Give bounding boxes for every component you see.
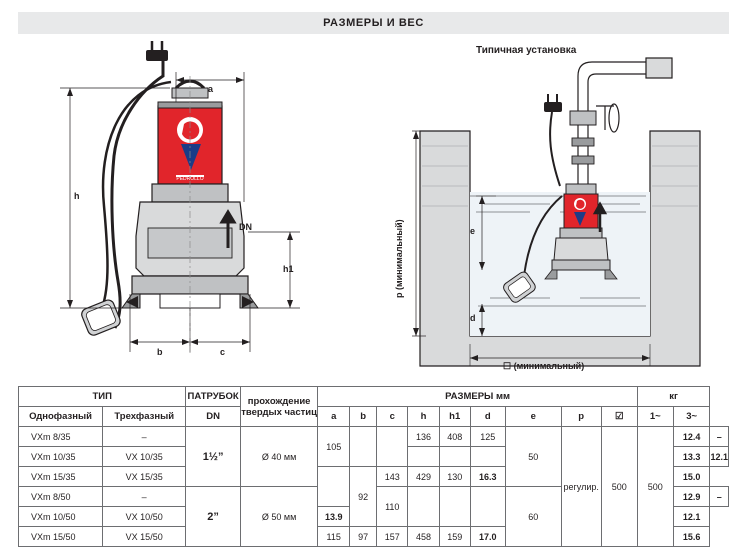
cell-w3: 15.6 xyxy=(673,527,710,547)
cell-a: 105 xyxy=(318,427,350,467)
th-col-d: d xyxy=(470,407,505,427)
cell-dn-35: 1½” xyxy=(186,427,240,487)
cell-h xyxy=(408,447,439,467)
dimension-label-h: h xyxy=(74,191,80,201)
cell-d-50: 60 xyxy=(505,487,561,547)
cell-c xyxy=(408,487,439,527)
cell-h xyxy=(439,487,470,527)
cell-c: 157 xyxy=(377,527,408,547)
th-col-c: c xyxy=(377,407,408,427)
table-header-row-1 xyxy=(19,387,729,407)
th-col-e: e xyxy=(505,407,561,427)
cell-w1: 12.4 xyxy=(673,427,710,447)
cell-w1: 13.3 xyxy=(673,447,710,467)
drawing-area xyxy=(0,36,747,381)
installation-drawing xyxy=(400,36,740,381)
cell-solids-50: Ø 50 мм xyxy=(240,487,318,547)
page-title: РАЗМЕРЫ И ВЕС xyxy=(323,17,424,29)
th-w3: 3~ xyxy=(673,407,710,427)
specs-table-wrap xyxy=(18,386,729,547)
cell-d-35: 50 xyxy=(505,427,561,487)
cell-w1: 16.3 xyxy=(470,467,505,487)
dimension-label-dn: DN xyxy=(239,222,252,232)
dimension-label-c: c xyxy=(220,347,226,357)
th-col-a: a xyxy=(318,407,350,427)
cell-three: – xyxy=(103,427,186,447)
dimension-label-square-min: ☐ (минимальный) xyxy=(503,361,585,371)
th-col-h1: h1 xyxy=(439,407,470,427)
th-type: ТИП xyxy=(19,387,186,407)
cell-d: 125 xyxy=(470,427,505,447)
cell-p: 500 xyxy=(601,427,637,547)
th-connection: ПАТРУБОК xyxy=(186,387,240,407)
cell-c xyxy=(377,427,408,467)
th-single-phase: Однофазный xyxy=(19,407,103,427)
installation-title: Типичная установка xyxy=(476,45,577,56)
cell-w3: – xyxy=(710,487,729,507)
cell-single: VXm 10/50 xyxy=(19,507,103,527)
cell-w3: – xyxy=(710,427,729,447)
pump-dimension-drawing xyxy=(0,36,360,381)
cell-single: VXm 8/35 xyxy=(19,427,103,447)
cell-h1: 408 xyxy=(439,427,470,447)
th-kg: кг xyxy=(637,387,710,407)
cell-w1: 17.0 xyxy=(470,527,505,547)
dimension-label-p: p (минимальный) xyxy=(394,219,404,298)
th-w1: 1~ xyxy=(637,407,673,427)
cell-three: – xyxy=(103,487,186,507)
dimension-label-d: d xyxy=(470,313,476,323)
cell-w3: 15.0 xyxy=(673,467,710,487)
cell-three: VX 10/50 xyxy=(103,507,186,527)
svg-text:PEDROLLO: PEDROLLO xyxy=(176,176,204,182)
cell-w1: 13.9 xyxy=(318,507,350,527)
table-header-row-2 xyxy=(19,407,729,427)
th-col-square: ☑ xyxy=(601,407,637,427)
cell-single: VXm 10/35 xyxy=(19,447,103,467)
cell-w3: 12.1 xyxy=(710,447,729,467)
cell-d xyxy=(470,447,505,467)
cell-b-mid: 92 xyxy=(350,467,377,527)
cell-solids-35: Ø 40 мм xyxy=(240,427,318,487)
cell-square: 500 xyxy=(637,427,673,547)
cell-a: 115 xyxy=(318,527,350,547)
th-col-p: p xyxy=(561,407,601,427)
th-dn: DN xyxy=(186,407,240,427)
th-dimensions: РАЗМЕРЫ мм xyxy=(318,387,637,407)
cell-h1: 159 xyxy=(439,527,470,547)
cell-single: VXm 15/50 xyxy=(19,527,103,547)
th-solids: прохождение твердых частиц xyxy=(240,387,318,427)
cell-w3: 12.1 xyxy=(673,507,710,527)
cell-dn-50: 2” xyxy=(186,487,240,547)
square-icon: ☐ xyxy=(503,361,512,371)
dimension-label-e: e xyxy=(470,226,476,236)
cell-h: 136 xyxy=(408,427,439,447)
cell-three: VX 15/35 xyxy=(103,467,186,487)
dimension-label-a: a xyxy=(208,84,214,94)
cell-e: регулир. xyxy=(561,427,601,547)
cell-h1: 130 xyxy=(439,467,470,487)
cell-c: 143 xyxy=(377,467,408,487)
th-col-h: h xyxy=(408,407,439,427)
page-title-bar xyxy=(18,12,729,34)
cell-a xyxy=(318,467,350,507)
cell-three: VX 10/35 xyxy=(103,447,186,467)
cell-a: 110 xyxy=(377,487,408,527)
cell-h: 429 xyxy=(408,467,439,487)
cell-b xyxy=(350,427,377,467)
cell-b: 97 xyxy=(350,527,377,547)
dimension-label-h1: h1 xyxy=(283,264,294,274)
cell-single: VXm 8/50 xyxy=(19,487,103,507)
cell-h1 xyxy=(470,487,505,527)
th-col-b: b xyxy=(350,407,377,427)
table-row xyxy=(19,427,729,447)
cell-three: VX 15/50 xyxy=(103,527,186,547)
cell-w1: 12.9 xyxy=(673,487,710,507)
specs-table xyxy=(18,386,729,547)
cell-h1 xyxy=(439,447,470,467)
cell-h: 458 xyxy=(408,527,439,547)
dimension-label-b: b xyxy=(157,347,163,357)
cell-single: VXm 15/35 xyxy=(19,467,103,487)
th-three-phase: Трехфазный xyxy=(103,407,186,427)
